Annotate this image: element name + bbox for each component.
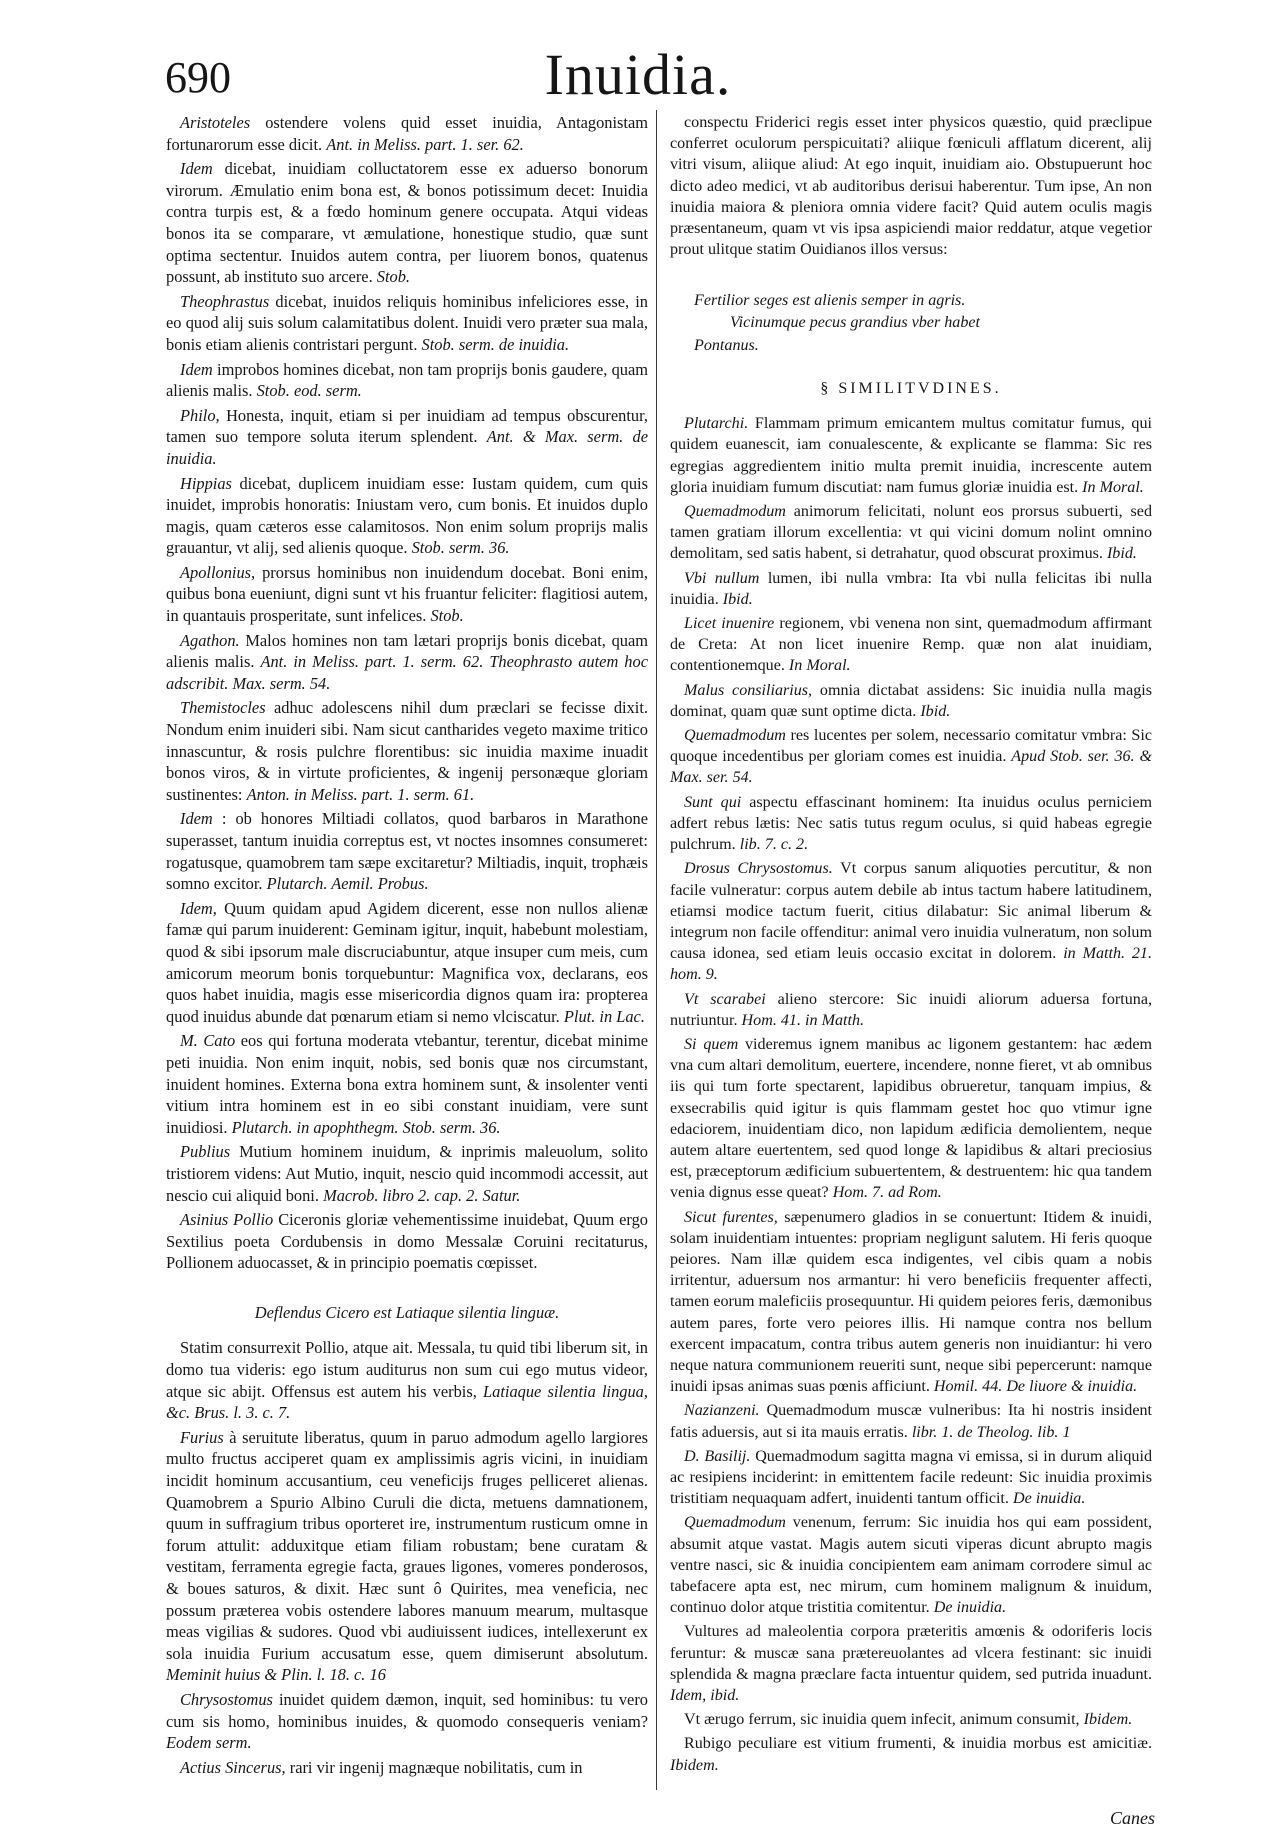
left-column (166, 112, 648, 1781)
entry-paragraph (670, 725, 1152, 789)
entry-source: Ibid. (722, 590, 753, 608)
entry-text: dicebat, inuidos reliquis hominibus infeliciores esse, in eo quod alij suis solum calamitatibus dolent. Inuidi vero præter sua mala, bonis etiam alienis contristari pergunt. (166, 291, 649, 354)
entry-author: Apollonius, (180, 562, 256, 582)
entry-paragraph (166, 359, 648, 402)
entry-author: Licet inuenire (684, 615, 775, 633)
entry-paragraph (670, 1733, 1152, 1775)
entry-text: sæpenumero gladios in se conuertunt: Itidem & inuidi, solam inuidentiam intuentes: propriam negligunt salutem. Hi feris quoque peiores. Nam illæ quidem esca indigentes, vel cibis quam a nobis irritentur, aduersum nos armantur: hi vero beneficiis frequenter affecti, tamen eorum maleficiis prosequuntur. Hi quidem peiores feris, dæmonibus autem pares, forte vero peiores illis. Hi namque contra nos bellum exercent impacatum, contra tribus autem generis non inuidiantur: hi vero neque natura communionem reueriti sunt, neque sibi pepercerunt: namque inuidi ipsas animas suas pœnis afficiunt. (670, 1208, 1153, 1396)
section-heading-similitudines: § SIMILITVDINES. (820, 380, 1002, 398)
entry-paragraph (670, 1400, 1152, 1442)
entry-source: Ibid. (1106, 545, 1137, 563)
entry-text: venenum, ferrum: Sic inuidia hos qui eam possident, absumit atque vastat. Magis autem sicuti viperas dicunt abrupto magis ventre nasci, sic & inuidia concipientem eam animam corrodere simul ac tabefacere apta est, nec mirum, cum hominem malignum & inuidum, continuo dolor atque tristitia comitentur. (670, 1514, 1152, 1617)
entry-text: alieno stercore: Sic inuidi aliorum aduersa fortuna, nutriuntur. (670, 990, 1153, 1029)
entry-text: improbos homines dicebat, non tam proprijs bonis gaudere, quam alienis malis. (166, 359, 648, 401)
entry-source: Hom. 41. in Matth. (741, 1011, 865, 1029)
entry-source: Idem, ibid. (670, 1687, 740, 1705)
catchword: Canes (1110, 1808, 1155, 1828)
column-divider (656, 110, 657, 1790)
entry-author: M. Cato (180, 1031, 236, 1051)
entry-author: Sunt qui (684, 793, 742, 811)
entry-source: Stob. serm. de inuidia. (421, 334, 570, 354)
entry-text: Vt corpus sanum aliquoties percutitur, & non facile vulneratur: corpus autem debile ab intus tactum habere latitudinem, etiamsi modice tactum fuerit, citius dilabatur: Sic animal liberum & integrum non facile offenditur: animal vero inuidia vulneratum, non solum causa idonea, sed etiam leuis occasio excitat in dolorem. (670, 860, 1152, 963)
entry-paragraph (670, 858, 1152, 985)
entry-source: lib. 7. c. 2. (739, 836, 809, 854)
right-column (670, 112, 1152, 1779)
entry-paragraph (166, 630, 648, 695)
entry-source: Anton. in Meliss. part. 1. serm. 61. (246, 784, 475, 804)
entry-text: prorsus hominibus non inuidendum docebat. Boni enim, quibus bona eueniunt, digni sunt vt his fruantur feliciter: flagitiosi autem, in quantauis prosperitate, sunt infelices. (166, 562, 648, 626)
entry-source: Plut. in Lac. (563, 1006, 645, 1026)
entry-paragraph (166, 808, 648, 894)
entry-text: Malos homines non tam lætari proprijs bonis dicebat, quam alienis malis. (166, 630, 648, 672)
entry-text: adhuc adolescens nihil dum præclari se fecisse dixit. Nondum enim inuideri sibi. Nam sicut cantharides vegeto maxime tritico innascuntur, & rosis pulchre florentibus: sic inuidia maxime inuadit bonos viros, & in virtute proficientes, & ingenij personæque gloriam sustinentes: (166, 698, 648, 804)
entry-text: à seruitute liberatus, quum in paruo admodum agello largiores multo fructus acciperet quam ex amplissimis agris vicini, in inuidiam incidit hominum accusantium, ceu veneficijs fruges pelliceret alienas. Quamobrem a Spurio Albino Curuli die dicta, metuens damnationem, quum in suffragium tribus oporteret ire, instrumentum rusticum omne in forum attulit: adduxitque etiam filiam robustam; bene curatam & vestitam, ferramenta egregie facta, graues ligones, vomeres ponderosos, & boues saturos, & dixit. Hæc sunt ô Quirites, mea veneficia, nec possum præterea vobis ostendere labores manuum mearum, multasque meas vigilias & sudores. Quod vbi audiuissent iudices, intellexerunt ex sola inuidia Furium accusatum esse, quem dimiserunt absolutum. (166, 1427, 648, 1663)
entry-text: Quemadmodum sagitta magna vi emissa, si in durum aliquid ac resipiens inciderint: in emittentem facile redeunt: Sic inuidia proximis tristitiam nequaquam adfert, inuidenti tantum officit. (670, 1447, 1152, 1508)
entry-text: eos qui fortuna moderata vtebantur, terentur, dicebat minime peti inuidia. Non enim inquit, nobis, sed bonis quæ nos circumstant, inuident homines. Externa bona extra hominem sunt, & insolenter venti vitium intra hominem est in eo sibi constant inuidiam, vere sunt inuidiosi. (166, 1031, 648, 1137)
entry-source: Hom. 7. ad Rom. (832, 1184, 942, 1202)
entry-text: Honesta, inquit, etiam si per inuidiam ad tempus obscurentur, tamen suo tempore soluta iterum splendent. (166, 405, 648, 447)
entry-author: Quemadmodum (684, 503, 786, 521)
entry-author: Sicut furentes, (684, 1208, 778, 1226)
entry-author: Philo, (180, 405, 220, 425)
entry-paragraph (670, 1512, 1152, 1618)
entry-text: Mutium hominem inuidum, & inprimis maleuolum, solito tristiorem videns: Aut Mutio, inquit, nescio quid incommodi accessit, aut nescio cui aliquid boni. (166, 1142, 648, 1205)
entry-source: Ant. in Meliss. part. 1. ser. 62. (326, 134, 524, 154)
entry-paragraph (670, 112, 1152, 260)
entry-source: libr. 1. de Theolog. lib. 1 (911, 1423, 1071, 1441)
entry-source: Eodem serm. (166, 1733, 252, 1753)
entry-text: omnia dictabat assidens: Sic inuidia nulla magis dominat, quam quæ sunt optime dicta. (670, 681, 1152, 720)
entry-author: Idem (180, 809, 213, 829)
entry-text: Rubigo peculiare est vitium frumenti, & inuidia morbus est amicitiæ. (684, 1735, 1152, 1753)
entry-paragraph (166, 112, 648, 155)
entry-text: : ob honores Miltiadi collatos, quod barbaros in Marathone superasset, tantum inuidia correptus est, vt noctes insomnes consumeret: rogatusque, quamobrem tam sæpe excitaretur? Miltiadis, inquit, trophæis somno excitor. (166, 809, 648, 894)
entry-source: Apud Stob. ser. 36. & Max. ser. 54. (670, 748, 1152, 787)
entry-author: Vt scarabei (684, 990, 766, 1008)
entry-paragraph (166, 697, 648, 805)
entry-source: Plutarch. in apophthegm. Stob. serm. 36. (231, 1117, 501, 1137)
entry-author: Furius (180, 1427, 224, 1447)
entry-author: Actius Sincerus, (180, 1757, 286, 1777)
entry-paragraph (166, 473, 648, 559)
entry-text: lumen, ibi nulla vmbra: Ita vbi nulla felicitas ibi nulla inuidia. (670, 569, 1152, 608)
entry-source: Macrob. libro 2. cap. 2. Satur. (323, 1185, 521, 1205)
running-head: Inuidia. (544, 42, 732, 107)
entry-text: dicebat, duplicem inuidiam esse: Iustam quidem, cum quis inuidet, improbis honoratis: Iniustam vero, cum bonis. Et inuidos duplo magis, quam cæteros esse calamitosos. Non enim solum proprijs malis grauantur, vt alij, sed alienis quoque. (166, 473, 648, 558)
entry-author: Chrysostomus (180, 1689, 273, 1709)
entry-text: animorum felicitati, nolunt eos prorsus subuerti, sed tamen gratiam illorum excellentia: vt qui vicini domum nolint omnino demolitam, sed satis habent, si detrahatur, quod obscurat proximus. (670, 503, 1152, 563)
entry-source: In Moral. (788, 657, 851, 675)
left-entries (166, 112, 648, 1274)
entry-source: In Moral. (1082, 478, 1144, 496)
entry-paragraph (166, 1689, 648, 1754)
similitudines-entries (670, 413, 1152, 1776)
entry-text: regionem, vbi venena non sint, quemadmodum affirmant de Creta: At non licet inuenire Remp. quæ non alat inuidiam, contentionemque. (670, 615, 1152, 675)
entry-paragraph (166, 1030, 648, 1138)
entry-source: Meminit huius & Plin. l. 18. c. 16 (166, 1665, 386, 1685)
entry-author: Themistocles (180, 698, 266, 718)
entry-source: Homil. 44. De liuore & inuidia. (933, 1378, 1138, 1396)
page-number: 690 (165, 53, 231, 102)
verse-author: Pontanus. (694, 336, 759, 354)
entry-source: Ibid. (920, 702, 951, 720)
entry-paragraph (670, 613, 1152, 677)
right-entries (670, 112, 1152, 260)
verse-block (694, 290, 1152, 356)
entry-author: Idem (180, 159, 213, 179)
entry-paragraph (166, 1757, 648, 1779)
entry-author: Quemadmodum (684, 1514, 786, 1532)
entry-author: Nazianzeni. (684, 1402, 760, 1420)
entry-source: De inuidia. (933, 1599, 1007, 1617)
entry-source: Stob. (376, 267, 411, 287)
entry-source: Ibidem. (1083, 1711, 1133, 1729)
entry-author: Aristoteles (180, 113, 251, 132)
entry-text: aspectu effascinant hominem: Ita inuidus oculus perniciem adfert rebus lætis: Nec satis tutus regum oculus, si quid habeas egregie pulchrum. (670, 793, 1152, 854)
entry-paragraph (670, 501, 1152, 565)
entry-paragraph (670, 1446, 1152, 1510)
entry-paragraph (670, 1034, 1152, 1204)
entry-text: Quemadmodum muscæ vulneribus: Ita hi nostris insident fatis aduersis, aut si ita mauis erratis. (670, 1402, 1152, 1441)
entry-text: Ciceronis gloriæ vehementissime inuidebat, Quum ergo Sextilius poeta Cordubensis in domo Messalæ Coruini recitaturus, Pollionem aduocasset, & in principio poematis cœpisset. (166, 1210, 648, 1273)
entry-author: Publius (180, 1142, 231, 1162)
entry-text: Vultures ad maleolentia corpora præteritis amœnis & odoriferis locis feruntur: & muscæ sana prætereuolantes ad vlcera festinant: sic inuidi splendida & magna præclare facta intuentur quidem, sed putrida inuadunt. (670, 1623, 1152, 1683)
entry-author: Hippias (180, 473, 232, 493)
entry-source: Latiaque silentia lingua, &c. Brus. l. 3. c. 7. (166, 1381, 648, 1423)
entry-paragraph (670, 792, 1152, 856)
entry-text: ostendere volens quid esset inuidia, Antagonistam fortunarorum esse dicit. (166, 113, 648, 154)
entry-author: Plutarchi. (684, 415, 749, 433)
entry-paragraph (670, 1709, 1152, 1730)
entry-text: videremus ignem manibus ac ligonem gestantem: hac ædem vna cum altari demolitum, euertere, incendere, nonne fieret, vt ab omnibus iis qui tum forte spectarent, lapidibus obrueretur, tanquam impius, & exsecrabilis quid igitur is quis flammam gestet hoc quo vtimur igne edaciorem, inuidentiam dico, non lapidum ædificia demolientem, neque autem altare euertentem, sed quod longe & lapidibus & altari preciosius est, præceptorum ædificium subuertentem, & destruentem: hic qua tandem venia dignus esse queat? (670, 1035, 1152, 1202)
entry-paragraph (670, 1621, 1152, 1706)
entry-text: res lucentes per solem, necessario comitatur vmbra: Sic quoque incedentibus per gloriam comes est inuidia. (670, 727, 1152, 766)
verse-heading: Deflendus Cicero est Latiaque silentia linguæ. (254, 1302, 560, 1322)
verse-line-1: Fertilior seges est alienis semper in agris. (694, 292, 966, 310)
entry-author: D. Basilij. (684, 1447, 751, 1465)
entry-paragraph (166, 291, 648, 356)
entry-author: Theophrastus (180, 291, 270, 311)
entry-text: Statim consurrexit Pollio, atque ait. Messala, tu quid tibi liberum sit, in domo tua videris: ego istum auditurus non sum cui ego mutus videor, atque sic abijt. Offensus est autem his verbis, (166, 1338, 648, 1401)
entry-text: Vt ærugo ferrum, sic inuidia quem infecit, animum consumit, (684, 1711, 1080, 1729)
entry-author: Drosus Chrysostomus. (684, 860, 833, 878)
entry-paragraph (166, 1209, 648, 1274)
entry-paragraph (670, 680, 1152, 722)
entry-source: Ibidem. (670, 1756, 719, 1774)
entry-source: Ant. & Max. serm. de inuidia. (166, 427, 648, 468)
entry-text: inuidet quidem dæmon, inquit, sed hominibus: tu vero cum sis homo, hominibus inuides, & quomodo consequeris veniam? (166, 1689, 648, 1731)
left-entries-continued (166, 1337, 648, 1778)
entry-paragraph (670, 989, 1152, 1031)
entry-paragraph (166, 405, 648, 470)
entry-paragraph (166, 158, 648, 288)
entry-paragraph (166, 1427, 648, 1686)
entry-text: Flammam primum emicantem multus comitatur fumus, qui quidem euanescit, iam conualescente, & explicante se flamma: Sic res egregias aggredientem initio multa premit inuidia, increscente autem gloria inuidiam fumum discutiat: nam fumus gloriæ inuidia est. (670, 415, 1152, 496)
verse-line-2: Vicinumque pecus grandius vber habet (730, 313, 980, 331)
entry-author: Agathon. (180, 630, 240, 650)
entry-paragraph (166, 898, 648, 1028)
entry-text: rari vir ingenij magnæque nobilitatis, cum in (289, 1757, 583, 1777)
entry-paragraph (670, 568, 1152, 610)
entry-author: Idem (180, 359, 213, 379)
entry-author: Malus consiliarius, (684, 681, 813, 699)
entry-author: Idem, (180, 898, 217, 918)
entry-author: Quemadmodum (684, 727, 786, 745)
entry-paragraph (166, 1141, 648, 1206)
entry-source: Plutarch. Aemil. Probus. (266, 874, 429, 894)
entry-source: Stob. eod. serm. (256, 381, 362, 401)
entry-source: Stob. serm. 36. (411, 538, 510, 558)
entry-source: Ant. in Meliss. part. 1. serm. 62. Theophrasto autem hoc adscribit. Max. serm. 54. (166, 652, 648, 693)
entry-source: Stob. (430, 606, 464, 626)
entry-source: in Matth. 21. hom. 9. (670, 945, 1152, 984)
entry-paragraph (670, 413, 1152, 498)
entry-source: De inuidia. (1012, 1490, 1086, 1508)
entry-text: conspectu Friderici regis esset inter physicos quæstio, quid præclipue conferret oculorum perspicuitati? aliique fœniculi afflatum dicerent, alij vitri visum, aliique aliud: At ego inquit, inuidiam aio. Obstupuerunt hoc dicto adeo medici, vt ab auditoribus derisui haberentur. Tum ipse, An non inuidia maiora & pleniora omnia videre facit? Quid autem oculis magis præsentaneum, quam vt vis ipsa aspiciendi maior reddatur, atque vegetior prout ulitque statim Ouidianos illos versus: (670, 114, 1152, 259)
entry-text: Quum quidam apud Agidem dicerent, esse non nullos alienæ famæ qui parum inuiderent: Geminam igitur, inquit, habebunt molestiam, quod & sibi ipsorum male discruciabuntur, atque insuper cum meis, cum amicorum meorum bonis torquebuntur: Magnifica vox, declarans, eos quos habet inuidia, magis esse misericordia dignos quam ira: propterea quod inuidus abunde dat pœnarum etiam si nemo vlciscatur. (166, 898, 648, 1026)
entry-paragraph (166, 1337, 648, 1423)
entry-paragraph (670, 1207, 1152, 1398)
entry-text: dicebat, inuidiam colluctatorem esse ex aduerso bonorum virorum. Æmulatio enim bona est, & bonos potissimum decet: Inuidia contra turpis est, & a fœdo hominum genere occupata. Atqui videas bonos ita se comparare, vt æmulatione, honestique studio, quæ sunt optima sectentur. Inuidos autem contra, per liuorem bonos, quatenus possunt, ab instituto suo arcere. (166, 159, 648, 287)
entry-author: Si quem (684, 1035, 739, 1053)
entry-paragraph (166, 562, 648, 627)
entry-author: Asinius Pollio (180, 1210, 274, 1230)
entry-author: Vbi nullum (684, 569, 760, 587)
